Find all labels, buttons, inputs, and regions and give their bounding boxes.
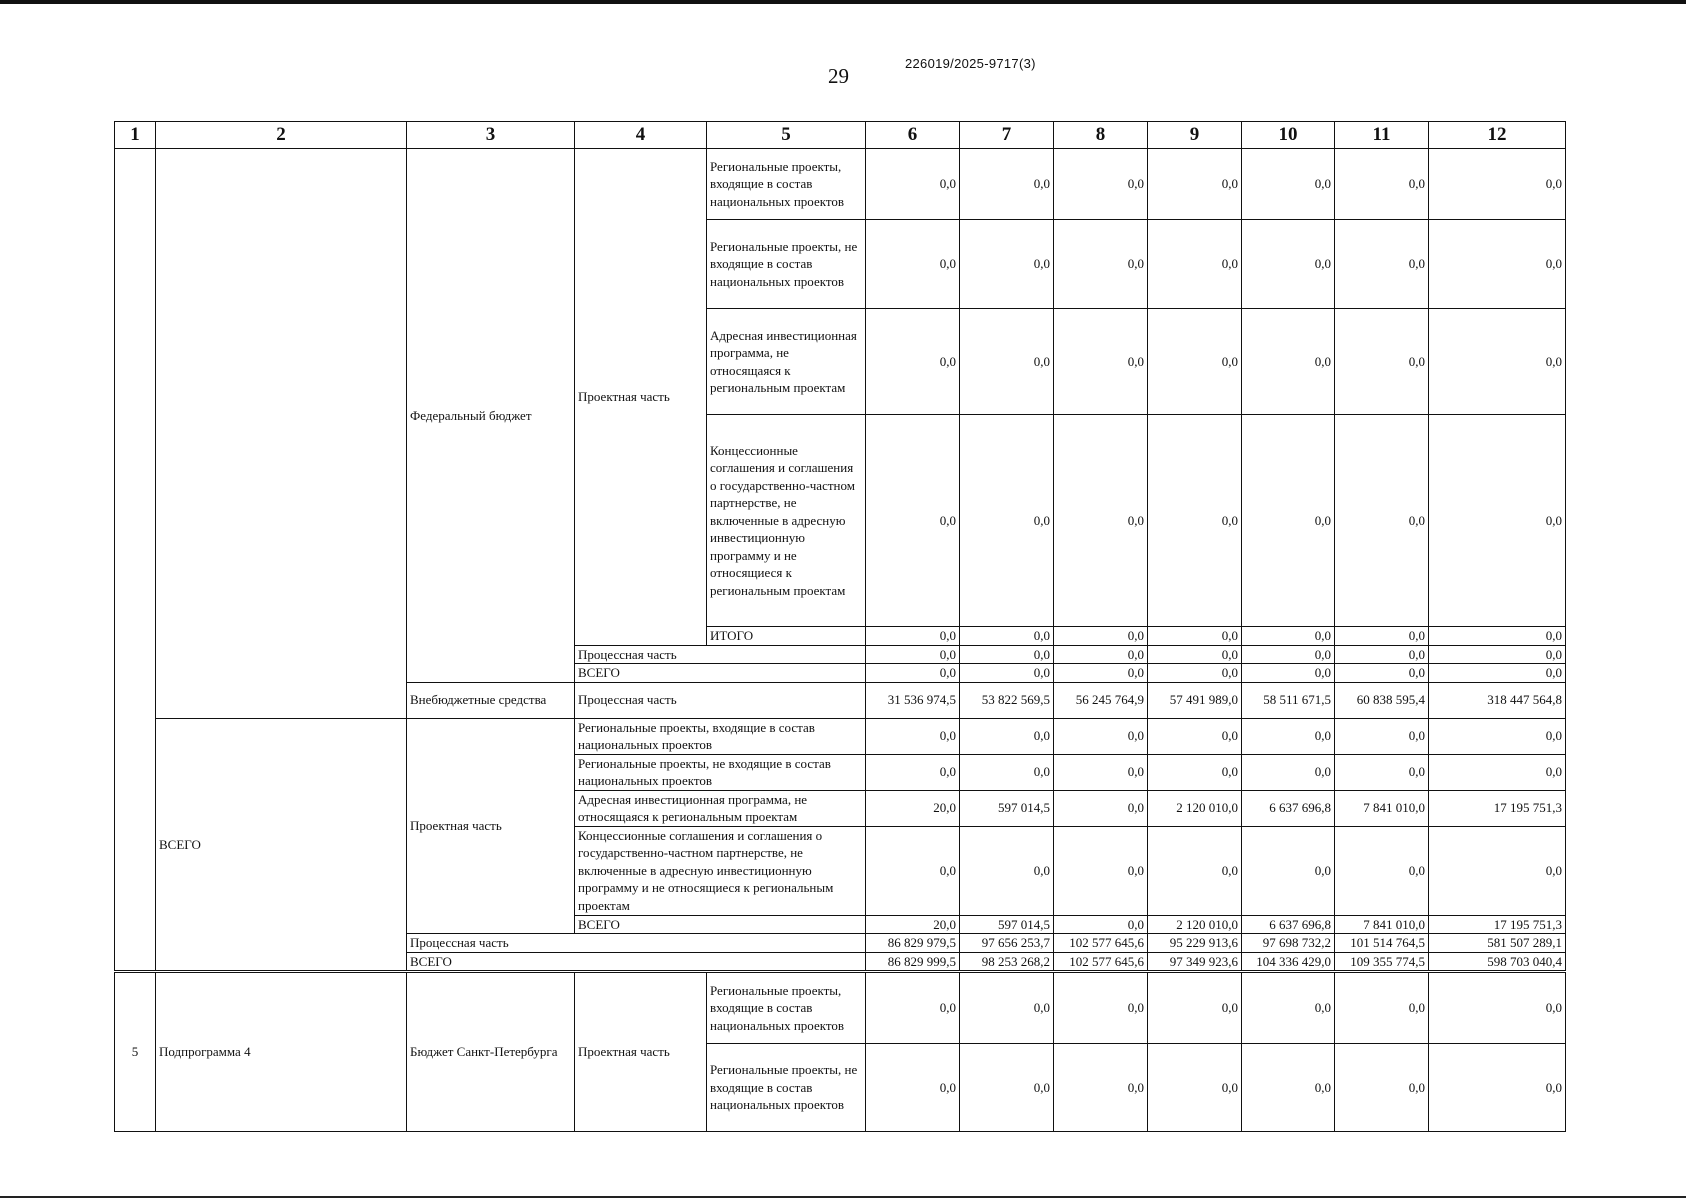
column-header: 6 xyxy=(866,122,960,149)
value-cell: 0,0 xyxy=(960,826,1054,915)
subprogram-table xyxy=(114,972,1566,1132)
value-cell: 97 698 732,2 xyxy=(1242,934,1335,953)
value-cell: 0,0 xyxy=(1242,1044,1335,1132)
value-cell: 0,0 xyxy=(1335,1044,1429,1132)
value-cell: 0,0 xyxy=(1335,973,1429,1044)
row-label-vsego: ВСЕГО xyxy=(575,664,866,683)
value-cell: 0,0 xyxy=(1242,973,1335,1044)
value-cell: 0,0 xyxy=(960,1044,1054,1132)
source-extra-budgetary: Внебюджетные средства xyxy=(407,682,575,718)
value-cell: 0,0 xyxy=(960,718,1054,754)
value-cell: 0,0 xyxy=(866,754,960,790)
value-cell: 0,0 xyxy=(1054,826,1148,915)
column-header: 7 xyxy=(960,122,1054,149)
value-cell: 0,0 xyxy=(1242,149,1335,220)
value-cell: 318 447 564,8 xyxy=(1429,682,1566,718)
value-cell: 0,0 xyxy=(1054,1044,1148,1132)
value-cell: 98 253 268,2 xyxy=(960,952,1054,971)
value-cell: 0,0 xyxy=(866,645,960,664)
value-cell: 0,0 xyxy=(1054,664,1148,683)
column-header: 1 xyxy=(115,122,156,149)
part-project: Проектная часть xyxy=(575,973,707,1132)
row-label: Адресная инвестиционная программа, не относящаяся к региональным проектам xyxy=(707,309,866,415)
value-cell: 101 514 764,5 xyxy=(1335,934,1429,953)
row-label: Региональные проекты, входящие в состав национальных проектов xyxy=(707,973,866,1044)
value-cell: 0,0 xyxy=(1335,149,1429,220)
row-label-process: Процессная часть xyxy=(575,682,866,718)
row-label: Адресная инвестиционная программа, не относящаяся к региональным проектам xyxy=(575,790,866,826)
value-cell: 0,0 xyxy=(1335,754,1429,790)
row-label: Региональные проекты, не входящие в состав национальных проектов xyxy=(575,754,866,790)
value-cell: 0,0 xyxy=(1148,627,1242,646)
column-header: 4 xyxy=(575,122,707,149)
value-cell: 56 245 764,9 xyxy=(1054,682,1148,718)
value-cell: 0,0 xyxy=(1335,718,1429,754)
row-label: Региональные проекты, входящие в состав национальных проектов xyxy=(707,149,866,220)
bottom-border-bar xyxy=(0,1196,1686,1198)
value-cell: 31 536 974,5 xyxy=(866,682,960,718)
value-cell: 104 336 429,0 xyxy=(1242,952,1335,971)
value-cell: 0,0 xyxy=(1148,1044,1242,1132)
value-cell: 0,0 xyxy=(1429,309,1566,415)
value-cell: 581 507 289,1 xyxy=(1429,934,1566,953)
value-cell: 0,0 xyxy=(1242,220,1335,309)
row-number-cell xyxy=(115,149,156,971)
table-row xyxy=(115,973,1566,1044)
value-cell: 7 841 010,0 xyxy=(1335,790,1429,826)
value-cell: 0,0 xyxy=(1148,309,1242,415)
value-cell: 6 637 696,8 xyxy=(1242,915,1335,934)
value-cell: 0,0 xyxy=(1429,645,1566,664)
value-cell: 0,0 xyxy=(1148,220,1242,309)
value-cell: 0,0 xyxy=(1148,664,1242,683)
value-cell: 58 511 671,5 xyxy=(1242,682,1335,718)
value-cell: 0,0 xyxy=(1054,149,1148,220)
value-cell: 0,0 xyxy=(1242,754,1335,790)
value-cell: 0,0 xyxy=(866,415,960,627)
column-header-row xyxy=(115,122,1566,149)
value-cell: 0,0 xyxy=(866,149,960,220)
value-cell: 17 195 751,3 xyxy=(1429,790,1566,826)
value-cell: 0,0 xyxy=(960,973,1054,1044)
value-cell: 0,0 xyxy=(1148,149,1242,220)
value-cell: 2 120 010,0 xyxy=(1148,915,1242,934)
column-header: 10 xyxy=(1242,122,1335,149)
row-label: Региональные проекты, входящие в состав национальных проектов xyxy=(575,718,866,754)
value-cell: 0,0 xyxy=(1054,415,1148,627)
value-cell: 95 229 913,6 xyxy=(1148,934,1242,953)
value-cell: 0,0 xyxy=(1335,627,1429,646)
table-row xyxy=(115,149,1566,220)
value-cell: 102 577 645,6 xyxy=(1054,952,1148,971)
value-cell: 0,0 xyxy=(1054,718,1148,754)
part-project: Проектная часть xyxy=(575,149,707,646)
value-cell: 0,0 xyxy=(1242,826,1335,915)
value-cell: 0,0 xyxy=(1335,415,1429,627)
value-cell: 0,0 xyxy=(960,754,1054,790)
column-header: 12 xyxy=(1429,122,1566,149)
value-cell: 0,0 xyxy=(1054,915,1148,934)
value-cell: 109 355 774,5 xyxy=(1335,952,1429,971)
value-cell: 0,0 xyxy=(1054,973,1148,1044)
value-cell: 6 637 696,8 xyxy=(1242,790,1335,826)
value-cell: 0,0 xyxy=(866,309,960,415)
row-label-process: Процессная часть xyxy=(575,645,866,664)
value-cell: 0,0 xyxy=(960,220,1054,309)
source-federal-budget: Федеральный бюджет xyxy=(407,149,575,683)
column-header: 3 xyxy=(407,122,575,149)
row-label: Концессионные соглашения и соглашения о государственно-частном партнерстве, не включенные в адресную инвестиционную программу и не относящиеся к региональным проектам xyxy=(575,826,866,915)
value-cell: 0,0 xyxy=(1242,415,1335,627)
total-label: ВСЕГО xyxy=(156,718,407,971)
value-cell: 0,0 xyxy=(1148,718,1242,754)
budget-table xyxy=(114,121,1566,971)
value-cell: 0,0 xyxy=(1429,826,1566,915)
row-label-vsego: ВСЕГО xyxy=(575,915,866,934)
value-cell: 0,0 xyxy=(1429,754,1566,790)
value-cell: 0,0 xyxy=(1335,664,1429,683)
row-label-vsego: ВСЕГО xyxy=(407,952,866,971)
value-cell: 0,0 xyxy=(1242,309,1335,415)
value-cell: 597 014,5 xyxy=(960,915,1054,934)
value-cell: 597 014,5 xyxy=(960,790,1054,826)
row-label-itogo: ИТОГО xyxy=(707,627,866,646)
value-cell: 0,0 xyxy=(1335,309,1429,415)
value-cell: 0,0 xyxy=(866,220,960,309)
value-cell: 0,0 xyxy=(960,627,1054,646)
value-cell: 0,0 xyxy=(1054,627,1148,646)
value-cell: 0,0 xyxy=(960,415,1054,627)
column-header: 8 xyxy=(1054,122,1148,149)
value-cell: 97 349 923,6 xyxy=(1148,952,1242,971)
value-cell: 0,0 xyxy=(1242,627,1335,646)
row-label: Концессионные соглашения и соглашения о государственно-частном партнерстве, не включенные в адресную инвестиционную программу и не относящиеся к региональным проектам xyxy=(707,415,866,627)
value-cell: 0,0 xyxy=(866,826,960,915)
value-cell: 102 577 645,6 xyxy=(1054,934,1148,953)
value-cell: 0,0 xyxy=(960,645,1054,664)
value-cell: 0,0 xyxy=(1335,645,1429,664)
row-label: Региональные проекты, не входящие в состав национальных проектов xyxy=(707,1044,866,1132)
row-label-process: Процессная часть xyxy=(407,934,866,953)
value-cell: 0,0 xyxy=(1054,309,1148,415)
value-cell: 53 822 569,5 xyxy=(960,682,1054,718)
value-cell: 60 838 595,4 xyxy=(1335,682,1429,718)
value-cell: 0,0 xyxy=(1148,826,1242,915)
value-cell: 0,0 xyxy=(1335,826,1429,915)
value-cell: 0,0 xyxy=(1054,790,1148,826)
value-cell: 0,0 xyxy=(1429,415,1566,627)
value-cell: 0,0 xyxy=(1054,754,1148,790)
value-cell: 0,0 xyxy=(1148,973,1242,1044)
value-cell: 0,0 xyxy=(1429,149,1566,220)
part-project: Проектная часть xyxy=(407,718,575,934)
value-cell: 0,0 xyxy=(1429,718,1566,754)
program-cell xyxy=(156,149,407,719)
top-border-bar xyxy=(0,0,1686,4)
value-cell: 0,0 xyxy=(960,149,1054,220)
value-cell: 0,0 xyxy=(1429,1044,1566,1132)
column-header: 2 xyxy=(156,122,407,149)
value-cell: 86 829 999,5 xyxy=(866,952,960,971)
value-cell: 598 703 040,4 xyxy=(1429,952,1566,971)
value-cell: 0,0 xyxy=(1242,664,1335,683)
value-cell: 0,0 xyxy=(1054,645,1148,664)
value-cell: 0,0 xyxy=(866,627,960,646)
table-row xyxy=(115,718,1566,754)
value-cell: 0,0 xyxy=(960,664,1054,683)
value-cell: 97 656 253,7 xyxy=(960,934,1054,953)
value-cell: 0,0 xyxy=(1429,627,1566,646)
subprogram-name: Подпрограмма 4 xyxy=(156,973,407,1132)
value-cell: 0,0 xyxy=(1242,718,1335,754)
value-cell: 2 120 010,0 xyxy=(1148,790,1242,826)
value-cell: 57 491 989,0 xyxy=(1148,682,1242,718)
document-id-stamp: 226019/2025-9717(3) xyxy=(905,56,1036,71)
value-cell: 0,0 xyxy=(1148,754,1242,790)
value-cell: 0,0 xyxy=(1429,973,1566,1044)
row-label: Региональные проекты, не входящие в состав национальных проектов xyxy=(707,220,866,309)
value-cell: 0,0 xyxy=(1242,645,1335,664)
value-cell: 0,0 xyxy=(1148,415,1242,627)
value-cell: 0,0 xyxy=(866,664,960,683)
value-cell: 0,0 xyxy=(1429,220,1566,309)
value-cell: 0,0 xyxy=(960,309,1054,415)
value-cell: 0,0 xyxy=(1429,664,1566,683)
value-cell: 86 829 979,5 xyxy=(866,934,960,953)
column-header: 9 xyxy=(1148,122,1242,149)
value-cell: 0,0 xyxy=(866,973,960,1044)
value-cell: 0,0 xyxy=(866,1044,960,1132)
value-cell: 0,0 xyxy=(1335,220,1429,309)
value-cell: 20,0 xyxy=(866,915,960,934)
value-cell: 0,0 xyxy=(866,718,960,754)
value-cell: 20,0 xyxy=(866,790,960,826)
source-spb-budget: Бюджет Санкт-Петербурга xyxy=(407,973,575,1132)
value-cell: 7 841 010,0 xyxy=(1335,915,1429,934)
column-header: 11 xyxy=(1335,122,1429,149)
page-number: 29 xyxy=(828,64,849,88)
value-cell: 0,0 xyxy=(1148,645,1242,664)
column-header: 5 xyxy=(707,122,866,149)
row-number: 5 xyxy=(115,973,156,1132)
value-cell: 17 195 751,3 xyxy=(1429,915,1566,934)
value-cell: 0,0 xyxy=(1054,220,1148,309)
